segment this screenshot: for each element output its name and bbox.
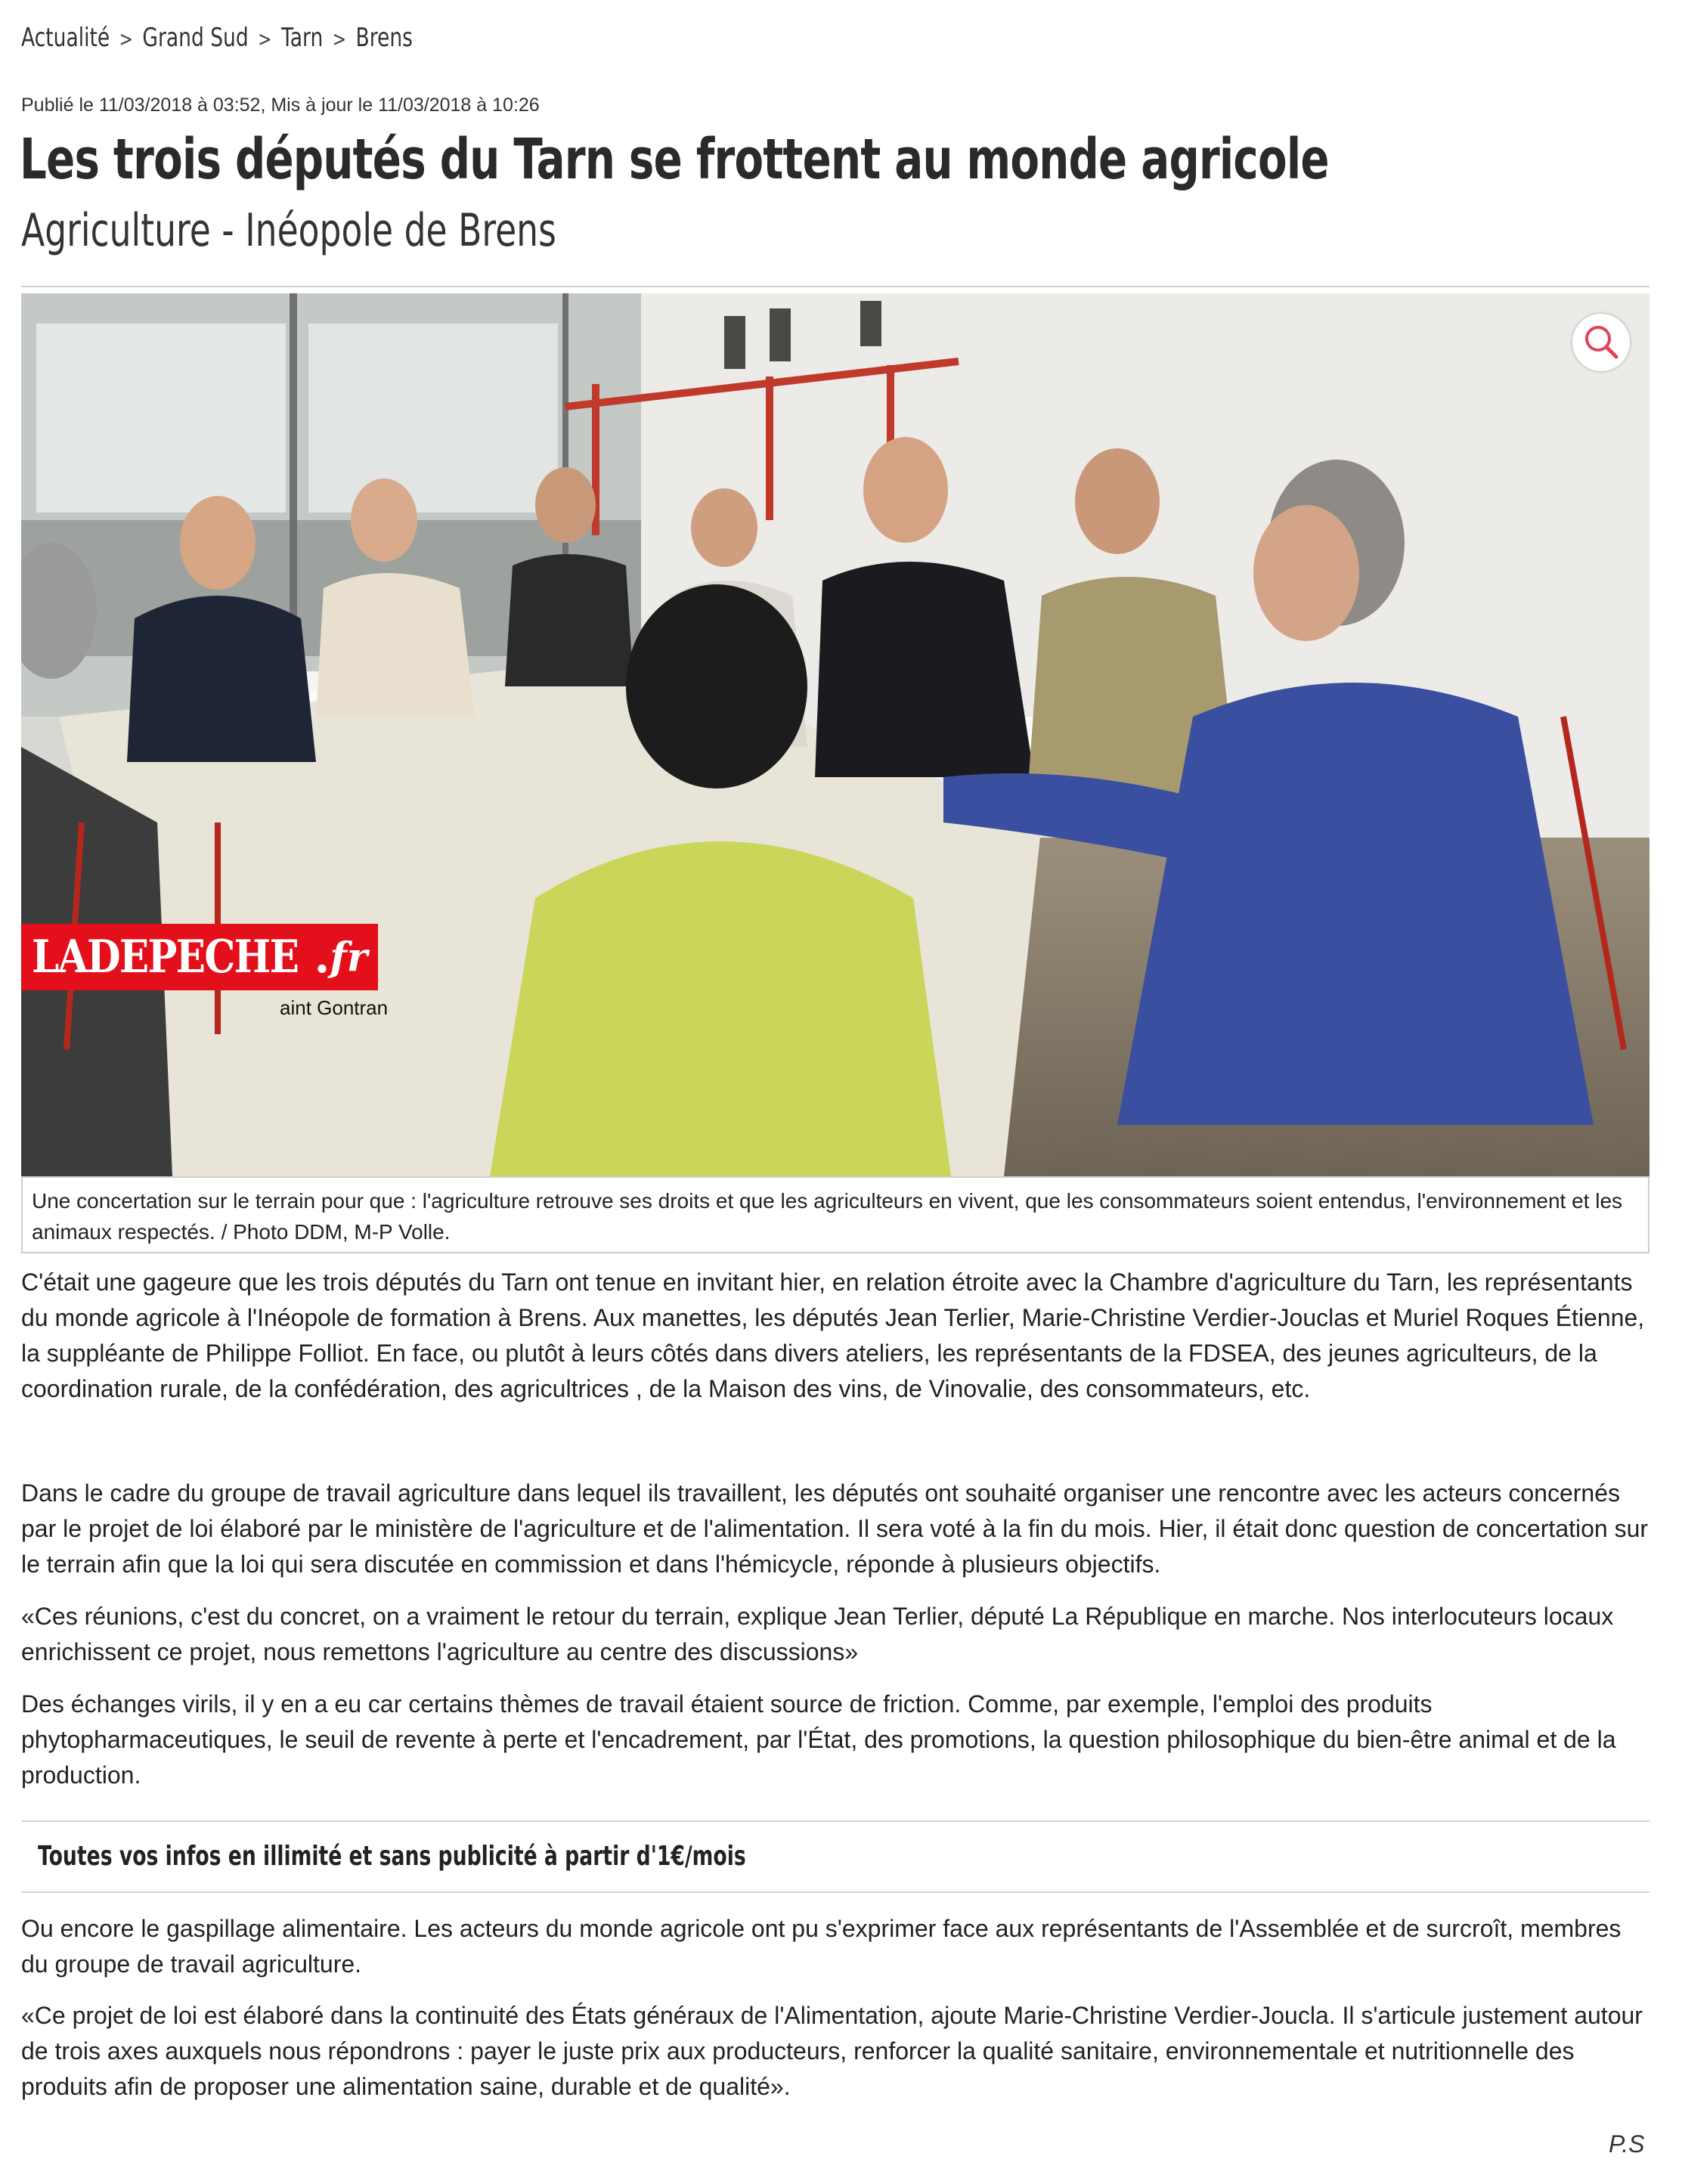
breadcrumb-actualite[interactable]: Actualité	[21, 23, 110, 53]
promo-divider	[21, 1891, 1649, 1893]
zoom-icon	[1572, 314, 1630, 371]
breadcrumb-separator: >	[258, 26, 272, 51]
subscription-promo-link[interactable]: Toutes vos infos en illimité et sans publicité à partir d'1€/mois	[38, 1841, 746, 1872]
breadcrumb-tarn[interactable]: Tarn	[280, 23, 324, 53]
breadcrumb-separator: >	[332, 26, 347, 51]
logo-dot: .	[314, 931, 330, 984]
article-headline: Les trois députés du Tarn se frottent au monde agricole	[20, 127, 1329, 192]
article-paragraph: «Ces réunions, c'est du concret, on a vraiment le retour du terrain, explique Jean Terlier, député La République en marche. Nos interlocuteurs locaux enrichissent ce projet, nous remettons l'agriculture au centre des discussions»	[21, 1603, 1614, 1665]
divider	[21, 286, 1649, 287]
logo-brand: LADEPECHE	[32, 931, 299, 984]
article-photo[interactable]	[21, 293, 1649, 1176]
meeting-photo-illustration	[21, 293, 1649, 1176]
article-subhead: Agriculture - Inéopole de Brens	[21, 204, 556, 257]
breadcrumb-grand-sud[interactable]: Grand Sud	[142, 23, 249, 53]
article-paragraph: «Ce projet de loi est élaboré dans la continuité des États généraux de l'Alimentation, ajoute Marie-Christine Verdier-Joucla. Il s'articule justement autour de trois axes auxquels nous répondrons : payer le juste prix aux producteurs, renforcer la qualité sanitaire, environnementale et nutritionnelle des produits afin de proposer une alimentation saine, durable et de qualité».	[21, 2002, 1643, 2100]
article-paragraph: Dans le cadre du groupe de travail agriculture dans lequel ils travaillent, les députés ont souhaité organiser une rencontre avec les acteurs concernés par le projet de loi élaboré par le ministère de l'agriculture et de l'alimentation. Il sera voté à la fin du mois. Hier, il était donc question de concertation sur le terrain afin que la loi qui sera discutée en commission et dans l'hémicycle, réponde à plusieurs objectifs.	[21, 1479, 1649, 1578]
article-paragraph: C'était une gageure que les trois députés du Tarn ont tenue en invitant hier, en relation étroite avec la Chambre d'agriculture du Tarn, les représentants du monde agricole à l'Inéopole de formation à Brens. Aux manettes, les députés Jean Terlier, Marie-Christine Verdier-Jouclas et Muriel Roques Étienne, la suppléante de Philippe Folliot. En face, ou plutôt à leurs côtés dans divers ateliers, les représentants de la FDSEA, des jeunes agriculteurs, de la coordination rurale, de la confédération, des agricultrices , de la Maison des vins, de Vinovalie, des consommateurs, etc.	[21, 1269, 1645, 1402]
promo-divider	[21, 1820, 1649, 1822]
zoom-button[interactable]	[1572, 314, 1630, 371]
article-paragraph: Ou encore le gaspillage alimentaire. Les acteurs du monde agricole ont pu s'exprimer face aux représentants de l'Assemblée et de surcroît, membres du groupe de travail agriculture.	[21, 1915, 1622, 1978]
photo-caption: Une concertation sur le terrain pour que : l'agriculture retrouve ses droits et que les agriculteurs en vivent, que les consommateurs soient entendus, l'environnement et les animaux respectés. / Photo DDM, M-P Volle.	[21, 1176, 1649, 1253]
logo-suffix: fr	[330, 934, 368, 980]
breadcrumb	[21, 23, 413, 53]
photo-credit: aint Gontran	[280, 996, 389, 1019]
author-initials: P.S	[1609, 2130, 1645, 2158]
breadcrumb-separator: >	[119, 26, 133, 51]
breadcrumb-brens[interactable]: Brens	[355, 23, 413, 53]
article-paragraph: Des échanges virils, il y en a eu car certains thèmes de travail étaient source de friction. Comme, par exemple, l'emploi des produits phytopharmaceutiques, le seuil de revente à perte et l'encadrement, par l'État, des promotions, la question philosophique du bien-être animal et de la production.	[21, 1690, 1616, 1789]
ladepeche-logo	[21, 924, 378, 990]
publication-meta: Publié le 11/03/2018 à 03:52, Mis à jour le 11/03/2018 à 10:26	[21, 94, 540, 116]
